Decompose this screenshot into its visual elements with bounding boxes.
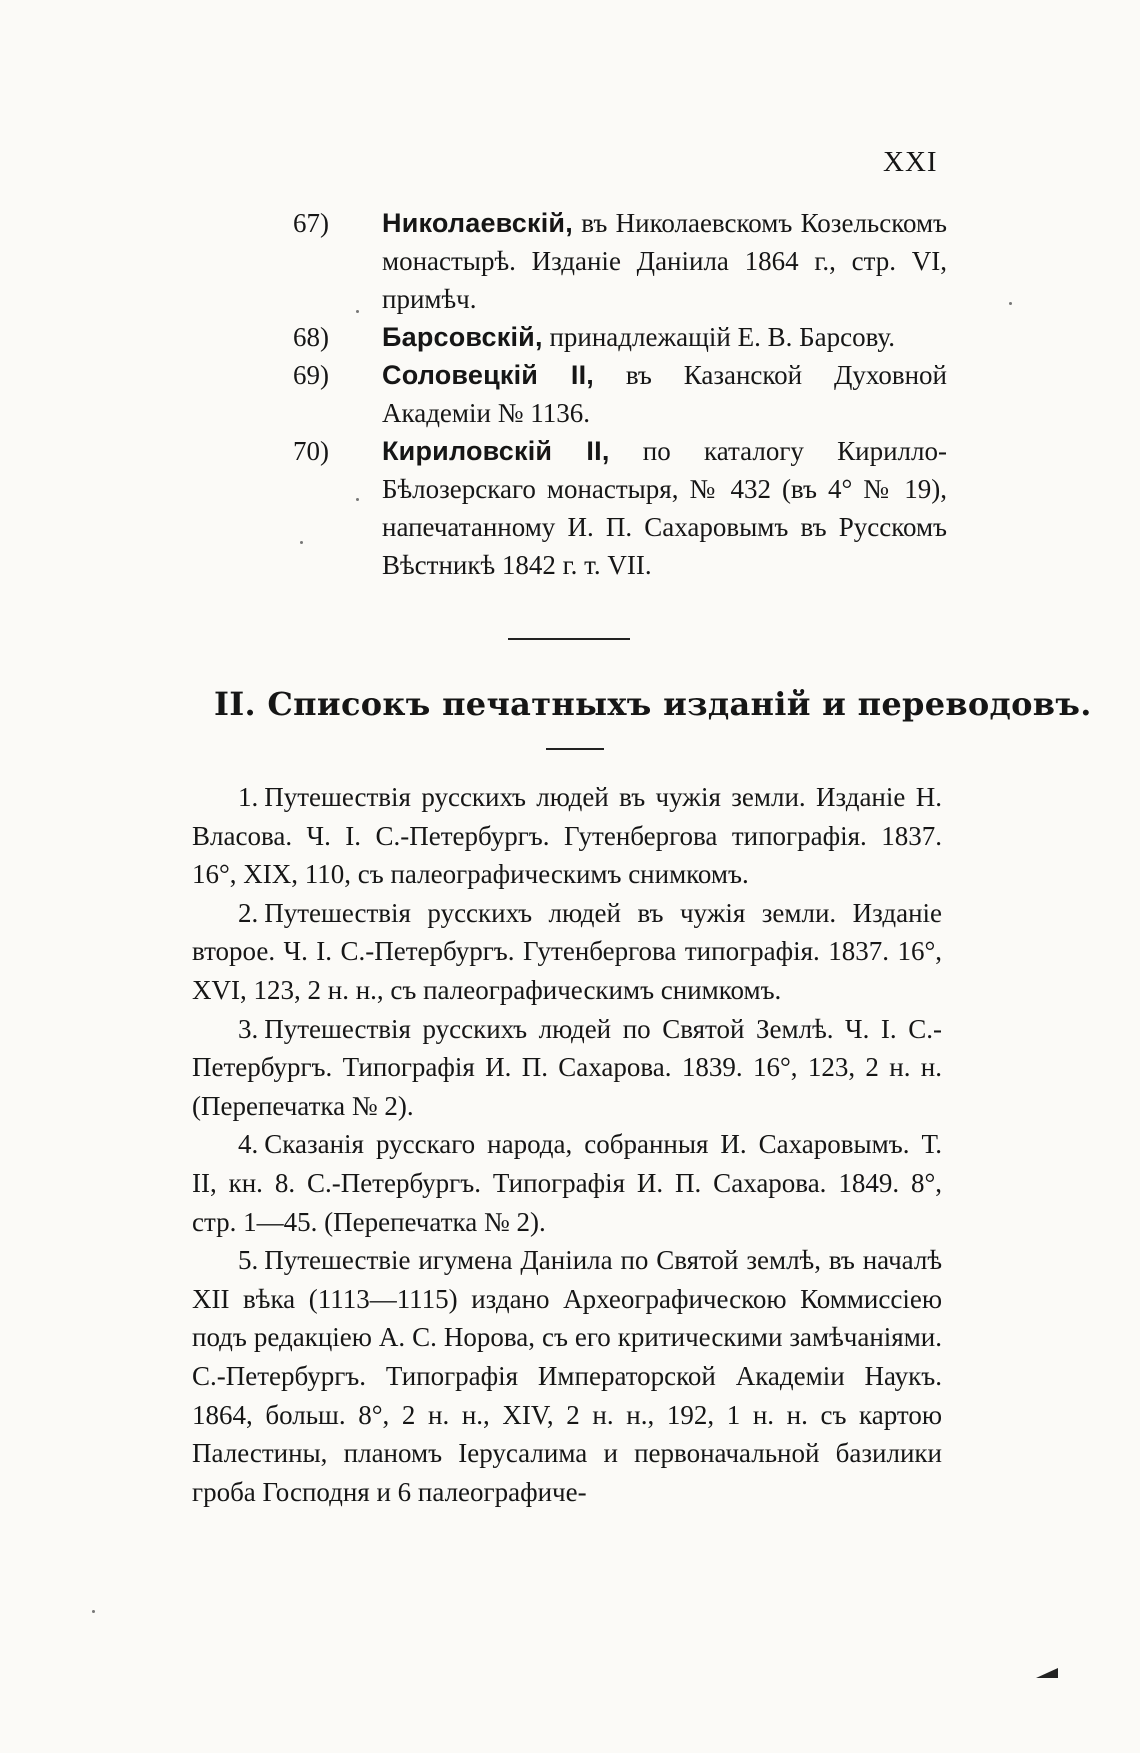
print-speck xyxy=(92,1610,95,1613)
manuscript-entry xyxy=(293,204,947,318)
edition-description: Сказанія русскаго народа, собранныя И. Сахаровымъ. Т. II, кн. 8. С.-Петербургъ. Типографія И. П. Сахарова. 1849. 8°, стр. 1—45. (Перепечатка № 2). xyxy=(192,1129,942,1237)
entry-number: 68) xyxy=(293,322,329,352)
edition-description: Путешествія русскихъ людей въ чужія земли. Изданіе второе. Ч. I. С.-Петербургъ. Гутенбергова типографія. 1837. 16°, XVI, 123, 2 н. н., съ палеографическимъ снимкомъ. xyxy=(192,897,942,1005)
entry-number: 1. xyxy=(238,782,259,812)
section-divider xyxy=(508,638,630,640)
edition-entry xyxy=(192,1241,942,1511)
edition-description: Путешествія русскихъ людей по Святой Землѣ. Ч. I. С.-Петербургъ. Типографія И. П. Сахарова. 1839. 16°, 123, 2 н. н. (Перепечатка № 2). xyxy=(192,1013,942,1121)
edition-entry xyxy=(192,778,942,894)
entry-number: 5. xyxy=(238,1245,259,1276)
entry-number: 2. xyxy=(238,897,259,928)
print-speck xyxy=(1009,302,1012,305)
manuscript-description: въ Казанской Духовной Академіи № 1136. xyxy=(382,360,947,428)
manuscript-name: Кириловскій II, xyxy=(382,436,610,466)
page-number: XXI xyxy=(883,146,938,178)
section-heading: II. Списокъ печатныхъ изданій и переводовъ. xyxy=(214,685,1092,723)
manuscript-entry xyxy=(293,318,947,356)
manuscript-name: Барсовскій, xyxy=(382,322,543,352)
manuscript-description: принадлежащій Е. В. Барсову. xyxy=(542,322,895,352)
entry-number: 69) xyxy=(293,360,329,390)
edition-entry xyxy=(192,894,942,1010)
manuscript-description: по каталогу Кирилло-Бѣлозерскаго монастыря, № 432 (въ 4° № 19), напечатанному И. П. Сахаровымъ въ Русскомъ Вѣстникѣ 1842 г. т. VII. xyxy=(382,436,947,580)
manuscript-entry xyxy=(293,356,947,432)
entry-number: 3. xyxy=(238,1013,259,1044)
entry-number: 67) xyxy=(293,208,329,238)
print-speck xyxy=(300,541,303,544)
heading-underline xyxy=(546,748,604,750)
edition-entry xyxy=(192,1010,942,1126)
print-speck xyxy=(356,310,359,313)
edition-description: Путешествіе игумена Даніила по Святой землѣ, въ началѣ XII вѣка (1113—1115) издано Археографическою Коммиссіею подъ редакціею А. С. Норова, съ его критическими замѣчаніями. С.-Петербургъ. Типографія Императорской Академіи Наукъ. 1864, больш. 8°, 2 н. н., XIV, 2 н. н., 192, 1 н. н. съ картою Палестины, планомъ Іерусалима и первоначальной базилики гроба Господня и 6 палеографиче- xyxy=(192,1245,942,1507)
entry-number: 70) xyxy=(293,436,329,466)
edition-description: Путешествія русскихъ людей въ чужія земли. Изданіе Н. Власова. Ч. I. С.-Петербургъ. Гутенбергова типографія. 1837. 16°, XIX, 110, съ палеографическимъ снимкомъ. xyxy=(192,782,942,890)
manuscript-description: въ Николаевскомъ Козельскомъ монастырѣ. Изданіе Даніила 1864 г., стр. VI, примѣч. xyxy=(382,208,947,314)
manuscript-list xyxy=(293,204,947,584)
manuscript-name: Николаевскій, xyxy=(382,208,573,238)
print-speck xyxy=(356,498,359,501)
edition-entry xyxy=(192,1125,942,1241)
manuscript-entry xyxy=(293,432,947,584)
manuscript-name: Соловецкій II, xyxy=(382,360,594,390)
scan-corner-mark xyxy=(1036,1668,1058,1678)
editions-list xyxy=(192,778,942,1511)
entry-number: 4. xyxy=(238,1129,259,1160)
